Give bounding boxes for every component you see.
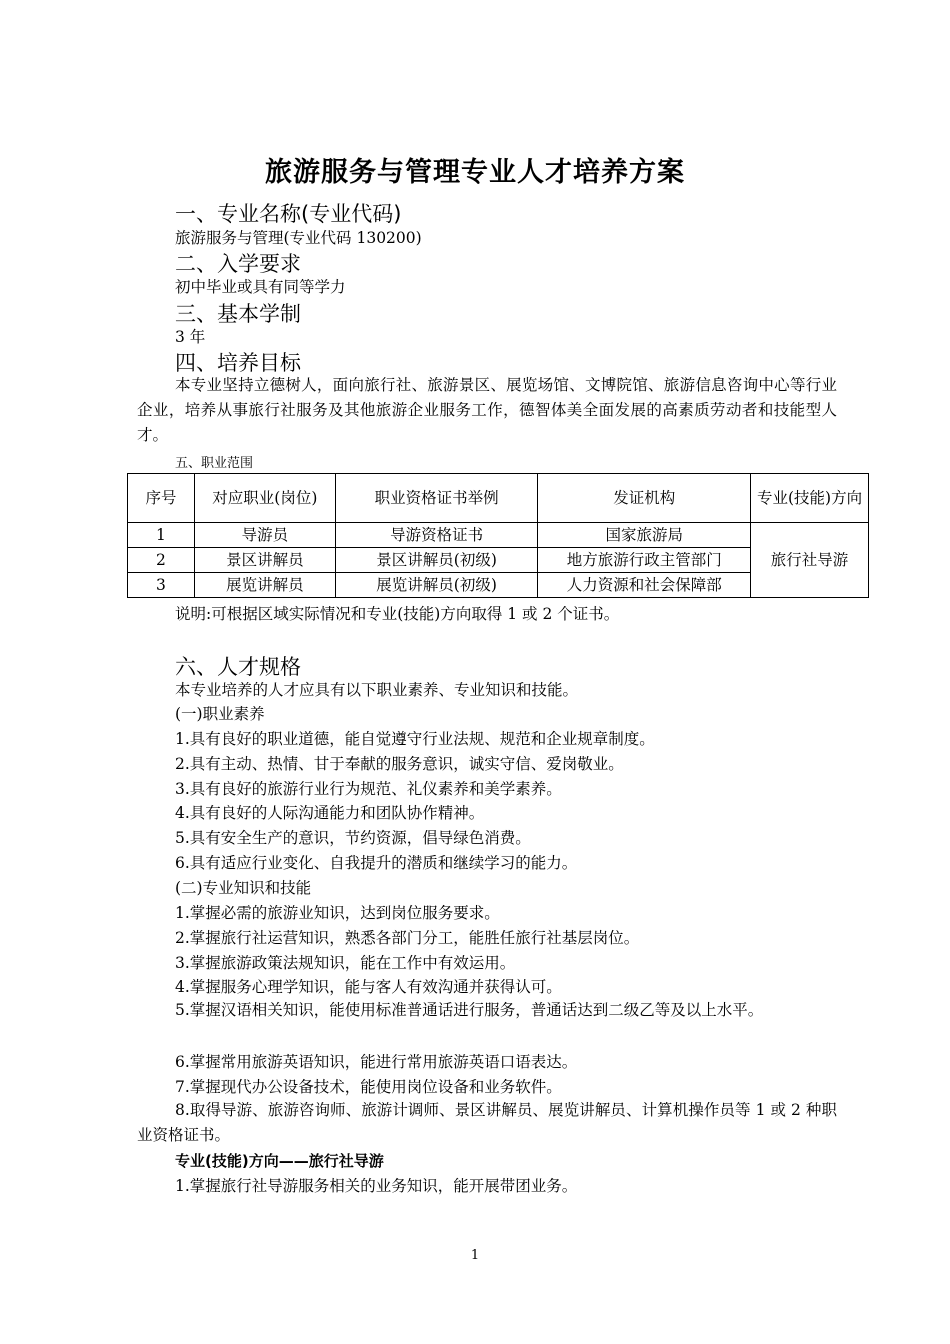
page-number: 1 xyxy=(470,1248,480,1263)
section-4-heading: 四、培养目标 xyxy=(175,351,301,375)
document-title: 旅游服务与管理专业人才培养方案 xyxy=(265,157,685,189)
header-no: 序号 xyxy=(128,474,195,523)
cell-cert: 展览讲解员(初级) xyxy=(335,573,538,598)
section-6-heading: 六、人才规格 xyxy=(175,655,301,679)
cell-org: 人力资源和社会保障部 xyxy=(538,573,751,598)
cell-job: 展览讲解员 xyxy=(194,573,335,598)
list-item: 1.掌握必需的旅游业知识，达到岗位服务要求。 xyxy=(175,904,500,922)
table-row xyxy=(128,523,869,548)
section-5-caption: 五、职业范围 xyxy=(175,456,254,471)
list-item: 1.掌握旅行社导游服务相关的业务知识，能开展带团业务。 xyxy=(175,1177,578,1195)
list-item: 4.掌握服务心理学知识，能与客人有效沟通并获得认可。 xyxy=(175,978,562,996)
cell-direction: 旅行社导游 xyxy=(751,523,869,598)
list-item: 2.具有主动、热情、甘于奉献的服务意识，诚实守信、爱岗敬业。 xyxy=(175,755,624,773)
section-2-text: 初中毕业或具有同等学力 xyxy=(175,278,346,296)
header-org: 发证机构 xyxy=(538,474,751,523)
cell-no: 1 xyxy=(128,523,195,548)
list-item: 6.掌握常用旅游英语知识，能进行常用旅游英语口语表达。 xyxy=(175,1053,578,1071)
list-item: 8.取得导游、旅游咨询师、旅游计调师、景区讲解员、展览讲解员、计算机操作员等 1 或 2 种职业资格证书。 xyxy=(137,1101,837,1144)
cell-org: 地方旅游行政主管部门 xyxy=(538,548,751,573)
cell-job: 导游员 xyxy=(194,523,335,548)
section-1-text: 旅游服务与管理(专业代码 130200) xyxy=(175,229,422,247)
list-item: 4.具有良好的人际沟通能力和团队协作精神。 xyxy=(175,804,485,822)
header-direction: 专业(技能)方向 xyxy=(751,474,869,523)
section-6-intro: 本专业培养的人才应具有以下职业素养、专业知识和技能。 xyxy=(175,681,579,699)
list-item: 1.具有良好的职业道德，能自觉遵守行业法规、规范和企业规章制度。 xyxy=(175,730,655,748)
cell-cert: 导游资格证书 xyxy=(335,523,538,548)
list-item: 3.具有良好的旅游行业行为规范、礼仪素养和美学素养。 xyxy=(175,780,562,798)
list-item: 6.具有适应行业变化、自我提升的潜质和继续学习的能力。 xyxy=(175,854,578,872)
section-4-text: 本专业坚持立德树人，面向旅行社、旅游景区、展览场馆、文博院馆、旅游信息咨询中心等行业企业，培养从事旅行社服务及其他旅游企业服务工作，德智体美全面发展的高素质劳动者和技能型人才。 xyxy=(137,376,837,444)
list-item: 2.掌握旅行社运营知识，熟悉各部门分工，能胜任旅行社基层岗位。 xyxy=(175,929,640,947)
list-item: 5.具有安全生产的意识，节约资源，倡导绿色消费。 xyxy=(175,829,531,847)
header-cert: 职业资格证书举例 xyxy=(335,474,538,523)
cell-job: 景区讲解员 xyxy=(194,548,335,573)
cell-no: 2 xyxy=(128,548,195,573)
subsection-1-title: (一)职业素养 xyxy=(175,705,265,723)
list-item: 3.掌握旅游政策法规知识，能在工作中有效运用。 xyxy=(175,954,516,972)
section-3-heading: 三、基本学制 xyxy=(175,302,301,326)
direction-heading: 专业(技能)方向——旅行社导游 xyxy=(175,1152,384,1170)
section-2-heading: 二、入学要求 xyxy=(175,252,301,276)
subsection-2-title: (二)专业知识和技能 xyxy=(175,879,312,897)
list-item: 7.掌握现代办公设备技术，能使用岗位设备和业务软件。 xyxy=(175,1078,562,1096)
cell-org: 国家旅游局 xyxy=(538,523,751,548)
cell-no: 3 xyxy=(128,573,195,598)
list-item: 5.掌握汉语相关知识，能使用标准普通话进行服务，普通话达到二级乙等及以上水平。 xyxy=(175,1001,764,1019)
header-job: 对应职业(岗位) xyxy=(194,474,335,523)
table-note: 说明:可根据区域实际情况和专业(技能)方向取得 1 或 2 个证书。 xyxy=(175,605,620,623)
table-header-row xyxy=(128,474,869,523)
section-3-text: 3 年 xyxy=(175,328,206,346)
cell-cert: 景区讲解员(初级) xyxy=(335,548,538,573)
occupation-table xyxy=(127,473,869,598)
section-1-heading: 一、专业名称(专业代码) xyxy=(175,202,402,226)
